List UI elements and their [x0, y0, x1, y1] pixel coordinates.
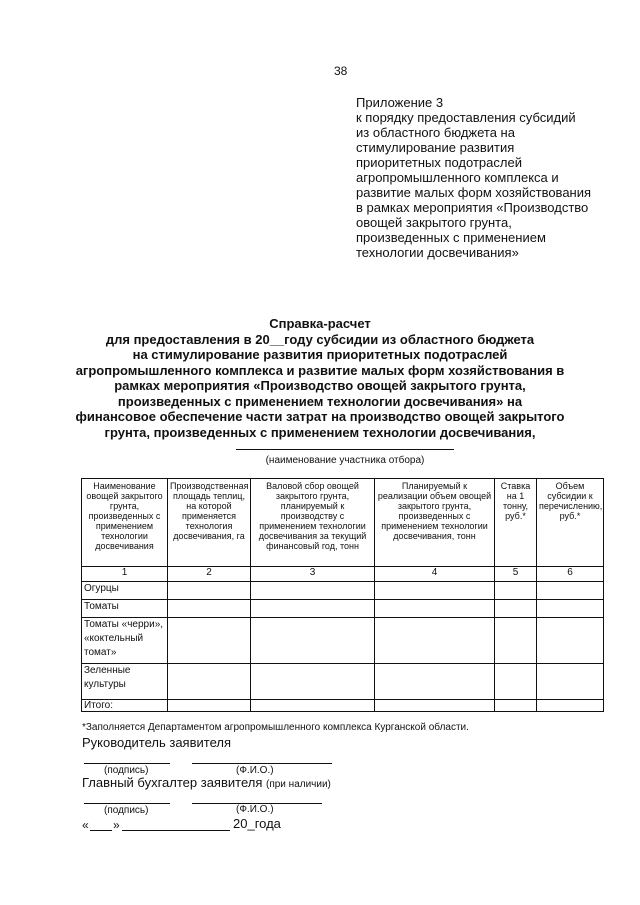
row-label: Томаты «черри», «коктельный томат»: [82, 618, 168, 664]
appendix-line: в рамках мероприятия «Производство: [356, 200, 589, 215]
cell[interactable]: [537, 618, 604, 664]
header-area: Производственная площадь теплиц, на которой применяется технология досвечивания, га: [168, 479, 251, 567]
date-month-line[interactable]: [122, 830, 230, 831]
head-signature-line[interactable]: [84, 763, 170, 764]
column-number: 2: [168, 567, 251, 582]
cell[interactable]: [375, 582, 495, 600]
head-label: Руководитель заявителя: [82, 735, 231, 750]
cell[interactable]: [168, 700, 251, 712]
cell[interactable]: [495, 700, 537, 712]
appendix-line: технологии досвечивания»: [356, 245, 519, 260]
document-title: [60, 316, 580, 440]
appendix-line: из областного бюджета на: [356, 125, 515, 140]
footnote: *Заполняется Департаментом агропромышленного комплекса Курганской области.: [82, 722, 469, 733]
appendix-line: приоритетных подотраслей: [356, 155, 522, 170]
accountant-name-caption: (Ф.И.О.): [236, 804, 274, 815]
row-label: Томаты: [82, 600, 168, 618]
cell[interactable]: [495, 618, 537, 664]
page-number: 38: [334, 64, 348, 78]
row-label: Огурцы: [82, 582, 168, 600]
appendix-line: произведенных с применением: [356, 230, 546, 245]
column-number: 6: [537, 567, 604, 582]
title-line: финансовое обеспечение части затрат на производство овощей закрытого: [75, 409, 565, 424]
cell[interactable]: [537, 700, 604, 712]
if-any-note: (при наличии): [266, 779, 331, 790]
title-line: агропромышленного комплекса и развитие малых форм хозяйствования в: [75, 362, 565, 378]
title-line: произведенных с применением технологии досвечивания» на: [117, 393, 523, 409]
appendix-line: овощей закрытого грунта,: [356, 215, 512, 230]
accountant-signature-line[interactable]: [84, 803, 170, 804]
participant-name-line[interactable]: [236, 449, 454, 450]
accountant-signature-caption: (подпись): [104, 805, 149, 816]
table-row-total: [82, 700, 604, 712]
appendix-line: к порядку предоставления субсидий: [356, 110, 576, 125]
appendix-line: стимулирование развития: [356, 140, 515, 155]
cell[interactable]: [168, 618, 251, 664]
cell[interactable]: [495, 664, 537, 700]
column-number: 3: [251, 567, 375, 582]
title-line: грунта, произведенных с применением технологии досвечивания,: [104, 424, 536, 440]
title-line: на стимулирование развития приоритетных подотраслей: [132, 347, 508, 362]
head-signature-caption: (подпись): [104, 765, 149, 776]
date-year: 20_года: [233, 816, 281, 831]
header-rate: Ставка на 1 тонну, руб.*: [495, 479, 537, 567]
table-row: [82, 600, 604, 618]
cell[interactable]: [375, 618, 495, 664]
table-row: [82, 618, 604, 664]
title-line: для предоставления в 20__году субсидии из областного бюджета: [105, 331, 535, 347]
cell[interactable]: [168, 582, 251, 600]
cell[interactable]: [168, 664, 251, 700]
cell[interactable]: [495, 582, 537, 600]
row-label: Зеленные культуры: [82, 664, 168, 700]
cell[interactable]: [251, 600, 375, 618]
date-day-line[interactable]: [90, 830, 112, 831]
participant-caption: (наименование участника отбора): [265, 455, 425, 466]
chief-accountant-text: Главный бухгалтер заявителя: [82, 775, 263, 790]
header-gross-harvest: Валовой сбор овощей закрытого грунта, планируемый к производству с применением технологии досвечивания за текущий финансовый год, тонн: [251, 479, 375, 567]
column-number: 5: [495, 567, 537, 582]
cell[interactable]: [251, 664, 375, 700]
cell[interactable]: [537, 664, 604, 700]
cell[interactable]: [537, 600, 604, 618]
cell[interactable]: [375, 664, 495, 700]
cell[interactable]: [251, 700, 375, 712]
header-subsidy: Объем субсидии к перечислению, руб.*: [537, 479, 604, 567]
appendix-line: развитие малых форм хозяйствования: [356, 185, 592, 200]
cell[interactable]: [537, 582, 604, 600]
cell[interactable]: [495, 600, 537, 618]
cell[interactable]: [251, 582, 375, 600]
title-line: рамках мероприятия «Производство овощей закрытого грунта,: [114, 378, 526, 393]
cell[interactable]: [168, 600, 251, 618]
appendix-line: агропромышленного комплекса и: [356, 170, 559, 185]
column-number: 1: [82, 567, 168, 582]
appendix-header: [356, 95, 626, 260]
calculation-table: [81, 478, 604, 712]
title-line: Справка-расчет: [269, 316, 371, 331]
head-name-caption: (Ф.И.О.): [236, 765, 274, 776]
table-row: [82, 664, 604, 700]
cell[interactable]: [375, 600, 495, 618]
appendix-line: Приложение 3: [356, 95, 444, 110]
header-planned-sales: Планируемый к реализации объем овощей закрытого грунта, произведенных с применением технологии досвечивания, тонн: [375, 479, 495, 567]
column-number: 4: [375, 567, 495, 582]
row-label: Итого:: [82, 700, 168, 712]
table-row: [82, 582, 604, 600]
cell[interactable]: [375, 700, 495, 712]
cell[interactable]: [251, 618, 375, 664]
date-open-quote: «: [82, 818, 89, 832]
date-close-quote: »: [113, 818, 120, 832]
head-name-line[interactable]: [192, 763, 332, 764]
chief-accountant-label: [82, 775, 331, 790]
header-vegetable-name: Наименование овощей закрытого грунта, произведенных с применением технологии досвечивания: [82, 479, 168, 567]
